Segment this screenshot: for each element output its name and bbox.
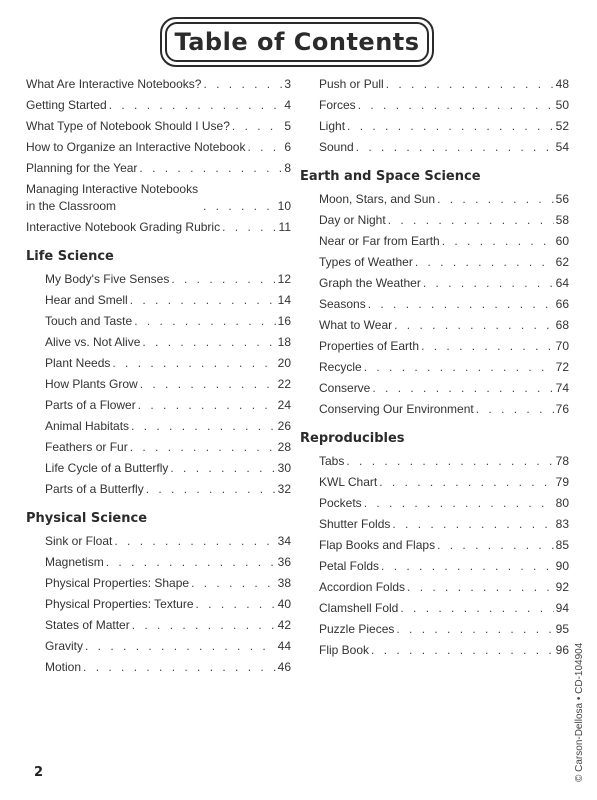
toc-entry[interactable]: Light . . . 52 [319,119,569,134]
toc-entry[interactable]: Alive vs. Not Alive . . . 18 [45,335,291,350]
toc-entry[interactable]: Physical Properties: Texture . . . 40 [45,597,291,612]
toc-entry[interactable]: Push or Pull . . . 48 [319,77,569,92]
copyright-note: © Carson-Dellosa • CD-104904 [574,642,585,782]
toc-entry[interactable]: Feathers or Fur . . . 28 [45,440,291,455]
toc-entry[interactable]: Managing Interactive Notebooks in the Classroom . . . 10 [26,181,291,215]
toc-right-column [300,0,569,800]
toc-entry[interactable]: Recycle . . . 72 [319,360,569,375]
toc-entry[interactable]: Animal Habitats . . . 26 [45,419,291,434]
section-heading-reproducibles: Reproducibles [300,431,405,446]
toc-entry[interactable]: Parts of a Butterfly . . . 32 [45,482,291,497]
toc-entry[interactable]: States of Matter . . . 42 [45,618,291,633]
toc-entry[interactable]: Plant Needs . . . 20 [45,356,291,371]
toc-entry[interactable]: What Are Interactive Notebooks? . . . 3 [26,77,291,92]
toc-entry[interactable]: How Plants Grow . . . 22 [45,377,291,392]
toc-entry[interactable]: Petal Folds . . . 90 [319,559,569,574]
toc-entry[interactable]: What Type of Notebook Should I Use? . . . 5 [26,119,291,134]
toc-entry[interactable]: Tabs . . . 78 [319,454,569,469]
toc-entry[interactable]: Graph the Weather . . . 64 [319,276,569,291]
toc-entry[interactable]: Gravity . . . 44 [45,639,291,654]
toc-entry[interactable]: Near or Far from Earth . . . 60 [319,234,569,249]
toc-entry[interactable]: What to Wear . . . 68 [319,318,569,333]
section-heading-life-science: Life Science [26,249,114,264]
toc-entry[interactable]: Hear and Smell . . . 14 [45,293,291,308]
toc-entry[interactable]: My Body's Five Senses . . . 12 [45,272,291,287]
toc-entry[interactable]: Properties of Earth . . . 70 [319,339,569,354]
page-title: Table of Contents [174,28,420,56]
toc-entry[interactable]: Magnetism . . . 36 [45,555,291,570]
toc-entry[interactable]: KWL Chart . . . 79 [319,475,569,490]
toc-entry[interactable]: Sink or Float . . . 34 [45,534,291,549]
toc-entry[interactable]: Forces . . . 50 [319,98,569,113]
toc-entry[interactable]: Accordion Folds . . . 92 [319,580,569,595]
toc-entry[interactable]: Shutter Folds . . . 83 [319,517,569,532]
toc-entry[interactable]: Interactive Notebook Grading Rubric . . . 11 [26,220,291,235]
toc-entry[interactable]: Sound . . . 54 [319,140,569,155]
toc-entry[interactable]: Seasons . . . 66 [319,297,569,312]
toc-entry[interactable]: Day or Night . . . 58 [319,213,569,228]
toc-entry[interactable]: Parts of a Flower . . . 24 [45,398,291,413]
page-number: 2 [34,765,44,780]
toc-entry[interactable]: Physical Properties: Shape . . . 38 [45,576,291,591]
toc-entry[interactable]: Types of Weather . . . 62 [319,255,569,270]
toc-entry[interactable]: Pockets . . . 80 [319,496,569,511]
toc-entry[interactable]: Moon, Stars, and Sun . . . 56 [319,192,569,207]
toc-entry[interactable]: Life Cycle of a Butterfly . . . 30 [45,461,291,476]
toc-entry[interactable]: Flip Book . . . 96 [319,643,569,658]
toc-entry[interactable]: Conserve . . . 74 [319,381,569,396]
toc-entry[interactable]: Flap Books and Flaps . . . 85 [319,538,569,553]
toc-entry[interactable]: Conserving Our Environment . . . 76 [319,402,569,417]
toc-entry[interactable]: Touch and Taste . . . 16 [45,314,291,329]
section-heading-earth-space: Earth and Space Science [300,169,481,184]
toc-entry[interactable]: Planning for the Year . . . 8 [26,161,291,176]
toc-entry[interactable]: Getting Started . . . 4 [26,98,291,113]
toc-entry[interactable]: Puzzle Pieces . . . 95 [319,622,569,637]
toc-left-column [26,0,291,800]
toc-entry[interactable]: Clamshell Fold . . . 94 [319,601,569,616]
toc-entry[interactable]: How to Organize an Interactive Notebook . . . 6 [26,140,291,155]
toc-entry[interactable]: Motion . . . 46 [45,660,291,675]
section-heading-physical-science: Physical Science [26,511,148,526]
